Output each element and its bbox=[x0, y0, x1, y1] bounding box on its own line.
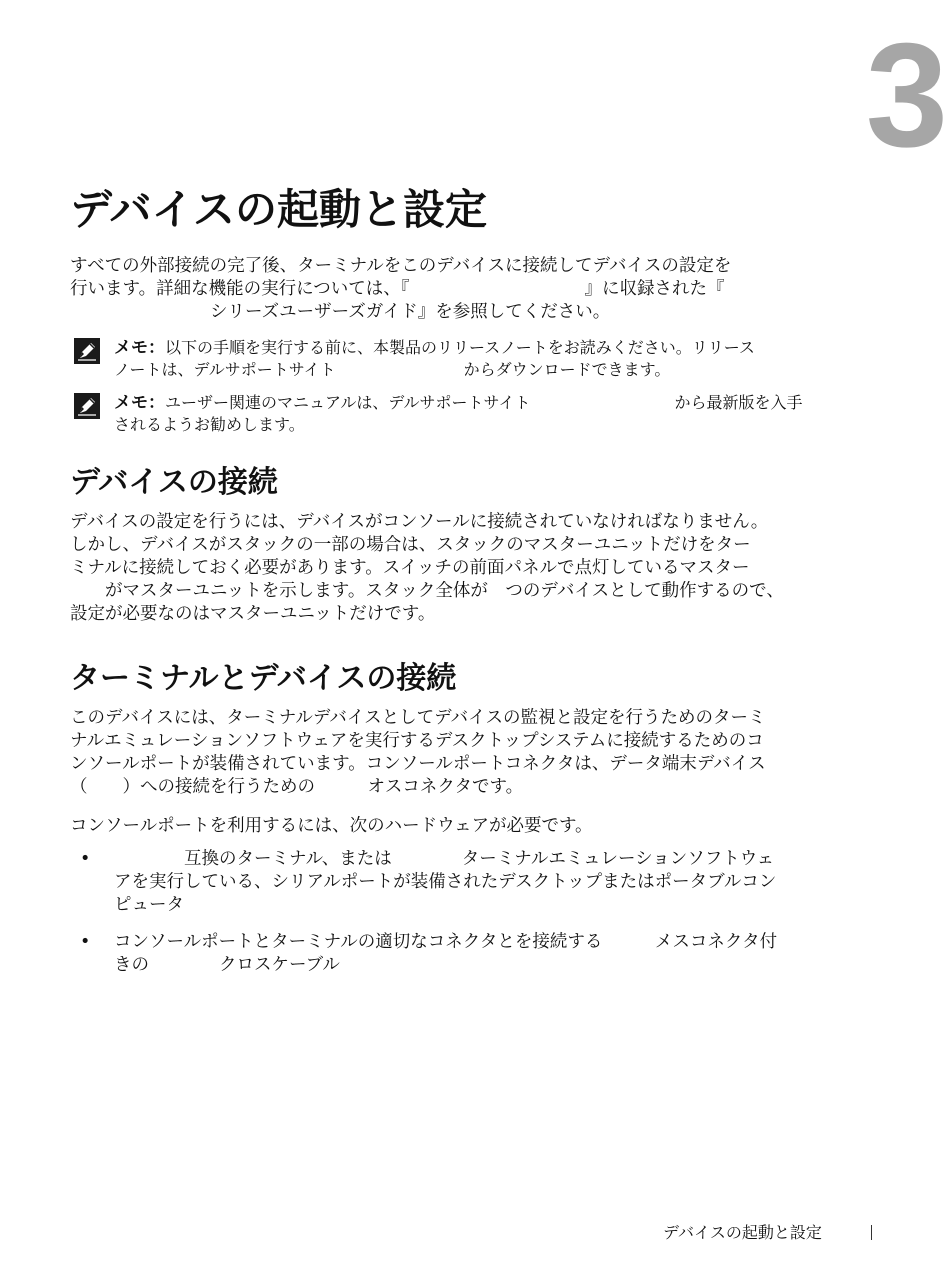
text-line: がマスターユニットを示します。スタック全体が つのデバイスとして動作するので、 bbox=[70, 581, 784, 601]
text-line: ピュータ bbox=[114, 895, 184, 915]
text-line: 互換のターミナル、または ターミナルエミュレーションソフトウェ bbox=[114, 849, 775, 869]
pencil-note-icon bbox=[74, 338, 100, 364]
text-line: 行います。詳細な機能の実行については、『 』に収録された『 bbox=[70, 279, 725, 299]
text-line: しかし、デバイスがスタックの一部の場合は、スタックのマスターユニットだけをター bbox=[70, 535, 751, 555]
text-line: ユーザー関連のマニュアルは、デルサポートサイト から最新版を入手 bbox=[165, 393, 803, 412]
requirement-paragraph: コンソールポートを利用するには、次のハードウェアが必要です。 bbox=[70, 816, 593, 836]
bullet-marker: • bbox=[80, 932, 91, 952]
text-line: きの クロスケーブル bbox=[114, 955, 340, 975]
bullet-marker: • bbox=[80, 849, 91, 869]
text-line: ンソールポートが装備されています。コンソールポートコネクタは、データ端末デバイス bbox=[70, 754, 766, 774]
intro-paragraph bbox=[70, 255, 880, 324]
text-line: アを実行している、シリアルポートが装備されたデスクトップまたはポータブルコン bbox=[114, 872, 777, 892]
text-line: （ ）への接続を行うための オスコネクタです。 bbox=[70, 777, 524, 797]
text-line: デバイスの設定を行うには、デバイスがコンソールに接続されていなければなりません。 bbox=[70, 512, 769, 532]
section1-paragraph bbox=[70, 511, 880, 626]
bullet-item-1 bbox=[114, 848, 874, 917]
chapter-number: 3 bbox=[865, 13, 948, 178]
page-title: デバイスの起動と設定 bbox=[70, 185, 488, 234]
note-label: メモ： bbox=[114, 338, 165, 358]
note-label: メモ： bbox=[114, 393, 165, 413]
text-line: コンソールポートとターミナルの適切なコネクタとを接続する メスコネクタ付 bbox=[114, 932, 778, 952]
text-line: されるようお勧めします。 bbox=[114, 415, 305, 434]
footer-divider bbox=[871, 1225, 872, 1240]
text-line: ノートは、デルサポートサイト からダウンロードできます。 bbox=[114, 360, 671, 379]
text-line: ナルエミュレーションソフトウェアを実行するデスクトップシステムに接続するためのコ bbox=[70, 731, 764, 751]
text-line: このデバイスには、ターミナルデバイスとしてデバイスの監視と設定を行うためのターミ bbox=[70, 708, 766, 728]
section2-paragraph bbox=[70, 707, 880, 799]
page-footer-title: デバイスの起動と設定 bbox=[663, 1223, 822, 1242]
note-2 bbox=[74, 392, 884, 436]
text-line: 以下の手順を実行する前に、本製品のリリースノートをお読みください。リリース bbox=[165, 338, 755, 357]
text-line: シリーズユーザーズガイド』を参照してください。 bbox=[70, 302, 611, 322]
note-text bbox=[114, 337, 884, 381]
text-line: ミナルに接続しておく必要があります。スイッチの前面パネルで点灯しているマスター bbox=[70, 558, 750, 578]
text-line: 設定が必要なのはマスターユニットだけです。 bbox=[70, 604, 436, 624]
pencil-note-icon bbox=[74, 393, 100, 419]
text-line: すべての外部接続の完了後、ターミナルをこのデバイスに接続してデバイスの設定を bbox=[70, 256, 732, 276]
bullet-item-2 bbox=[114, 931, 874, 977]
note-1 bbox=[74, 337, 884, 381]
section-heading-device-connection: デバイスの接続 bbox=[70, 465, 278, 500]
note-text bbox=[114, 392, 884, 436]
section-heading-terminal-connection: ターミナルとデバイスの接続 bbox=[70, 661, 457, 696]
